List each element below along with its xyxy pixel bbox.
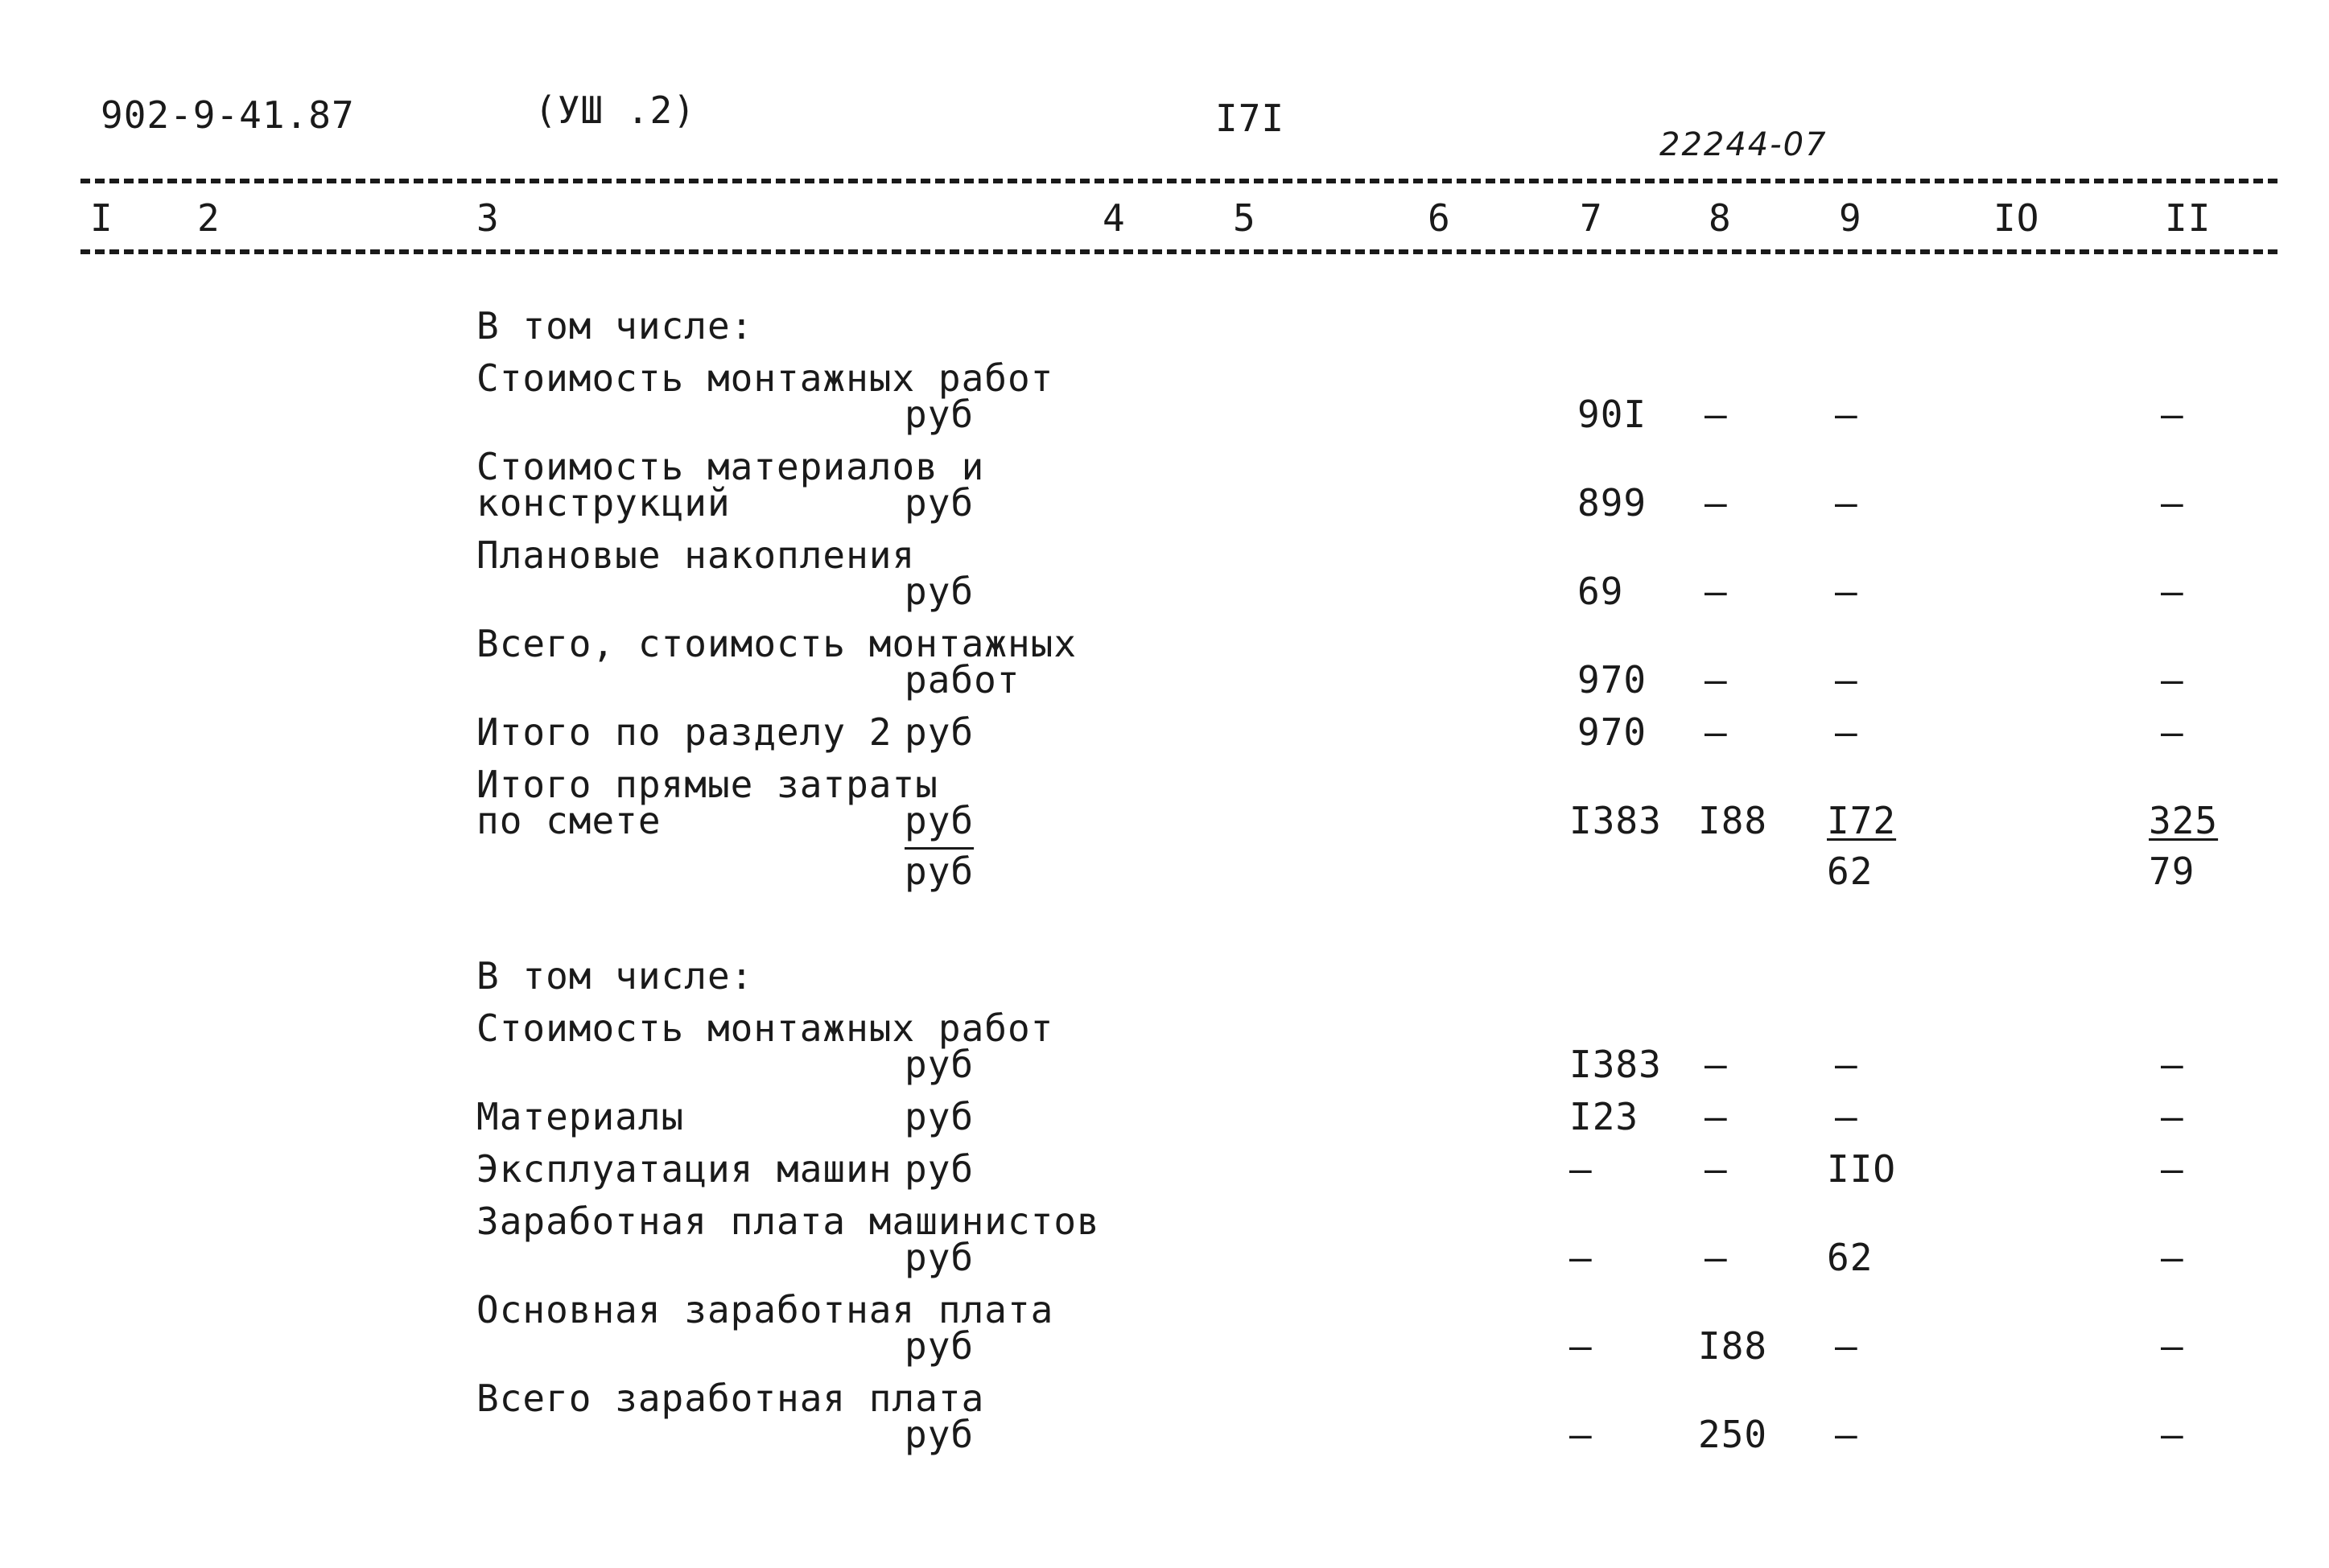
col7-value: – <box>1569 1324 1593 1368</box>
col8-value: – <box>1704 1095 1728 1138</box>
column-number: 5 <box>1233 196 1256 240</box>
unit-label: руб <box>905 393 975 436</box>
col7-value: 970 <box>1577 658 1647 702</box>
col11-value: – <box>2161 1324 2184 1368</box>
col8-value: 250 <box>1698 1413 1768 1456</box>
row-label: Стоимость монтажных работ <box>476 356 1054 400</box>
document-code: 902-9-41.87 <box>101 93 355 137</box>
col9-value: – <box>1835 1043 1858 1086</box>
col11-value: – <box>2161 1236 2184 1279</box>
unit-label: руб <box>905 1236 975 1279</box>
column-number: IO <box>1993 196 2040 240</box>
page-number: I7I <box>1215 97 1285 140</box>
column-number: II <box>2165 196 2212 240</box>
col11-value: – <box>2161 1413 2184 1456</box>
row-label-line2: конструкций <box>476 481 731 525</box>
unit-label: руб <box>905 1095 975 1138</box>
col11-value: – <box>2161 481 2184 525</box>
unit-label: руб <box>905 710 975 754</box>
unit-label: руб <box>905 1324 975 1368</box>
row-label: Заработная плата машинистов <box>476 1200 1100 1243</box>
col8-value: – <box>1704 393 1728 436</box>
header-rule-top <box>80 179 2277 183</box>
col9-value: – <box>1835 1413 1858 1456</box>
unit-label: руб <box>905 570 975 613</box>
col11-value: – <box>2161 570 2184 613</box>
col11-value: – <box>2161 1095 2184 1138</box>
row-label: Материалы <box>476 1095 685 1138</box>
section-label: (УШ .2) <box>534 88 696 132</box>
unit-label: руб <box>905 481 975 525</box>
col7-value: I383 <box>1569 799 1662 842</box>
row-label: Плановые накопления <box>476 533 916 577</box>
header-rule-bottom <box>80 249 2277 254</box>
col9-value: – <box>1835 481 1858 525</box>
col8-value: – <box>1704 570 1728 613</box>
col8-value: – <box>1704 1147 1728 1191</box>
col8-value: – <box>1704 1236 1728 1279</box>
col7-value: – <box>1569 1147 1593 1191</box>
unit-label: работ <box>905 658 1020 702</box>
row-label: Стоимость материалов и <box>476 445 985 488</box>
row-label: Основная заработная плата <box>476 1288 1054 1331</box>
block-heading: В том числе: <box>476 304 754 348</box>
col11-value: – <box>2161 710 2184 754</box>
row-label: Эксплуатация машин <box>476 1147 892 1191</box>
col9-subvalue: 62 <box>1827 850 1874 893</box>
col9-value: – <box>1835 393 1858 436</box>
unit-label-overlined: руб <box>905 850 975 893</box>
col7-value: 899 <box>1577 481 1647 525</box>
col9-value: – <box>1835 658 1858 702</box>
column-number: 7 <box>1580 196 1603 240</box>
col9-value: – <box>1835 1324 1858 1368</box>
row-label: Стоимость монтажных работ <box>476 1006 1054 1050</box>
col11-value: – <box>2161 1147 2184 1191</box>
unit-label: руб <box>905 1043 975 1086</box>
row-label: Всего, стоимость монтажных <box>476 622 1078 665</box>
col7-value: 970 <box>1577 710 1647 754</box>
col11-value: 325 <box>2149 799 2219 842</box>
block-heading: В том числе: <box>476 954 754 998</box>
column-number: 3 <box>476 196 500 240</box>
unit-label: руб <box>905 799 975 842</box>
col9-value: IIO <box>1827 1147 1897 1191</box>
col7-value: 69 <box>1577 570 1624 613</box>
col9-value: – <box>1835 570 1858 613</box>
col8-value: I88 <box>1698 799 1768 842</box>
archive-stamp: 22244-07 <box>1659 126 1828 163</box>
unit-label: руб <box>905 1147 975 1191</box>
col7-value: – <box>1569 1236 1593 1279</box>
col7-value: I23 <box>1569 1095 1639 1138</box>
column-number: 6 <box>1428 196 1451 240</box>
col11-value: – <box>2161 1043 2184 1086</box>
column-number: 9 <box>1839 196 1862 240</box>
col9-value: – <box>1835 1095 1858 1138</box>
col7-value: I383 <box>1569 1043 1662 1086</box>
col8-value: I88 <box>1698 1324 1768 1368</box>
row-label: Итого по разделу 2 <box>476 710 892 754</box>
column-number: I <box>90 196 113 240</box>
row-label: Итого прямые затраты <box>476 763 938 806</box>
col7-value: – <box>1569 1413 1593 1456</box>
col8-value: – <box>1704 1043 1728 1086</box>
col11-value: – <box>2161 393 2184 436</box>
row-label: Всего заработная плата <box>476 1377 985 1420</box>
col8-value: – <box>1704 658 1728 702</box>
col8-value: – <box>1704 481 1728 525</box>
col9-value: I72 <box>1827 799 1897 842</box>
col8-value: – <box>1704 710 1728 754</box>
col9-value: 62 <box>1827 1236 1874 1279</box>
col11-subvalue: 79 <box>2149 850 2195 893</box>
column-number: 2 <box>197 196 221 240</box>
unit-label: руб <box>905 1413 975 1456</box>
col9-value: – <box>1835 710 1858 754</box>
col11-value: – <box>2161 658 2184 702</box>
row-label-line2: по смете <box>476 799 662 842</box>
column-number: 4 <box>1103 196 1126 240</box>
col7-value: 90I <box>1577 393 1647 436</box>
column-number: 8 <box>1709 196 1732 240</box>
